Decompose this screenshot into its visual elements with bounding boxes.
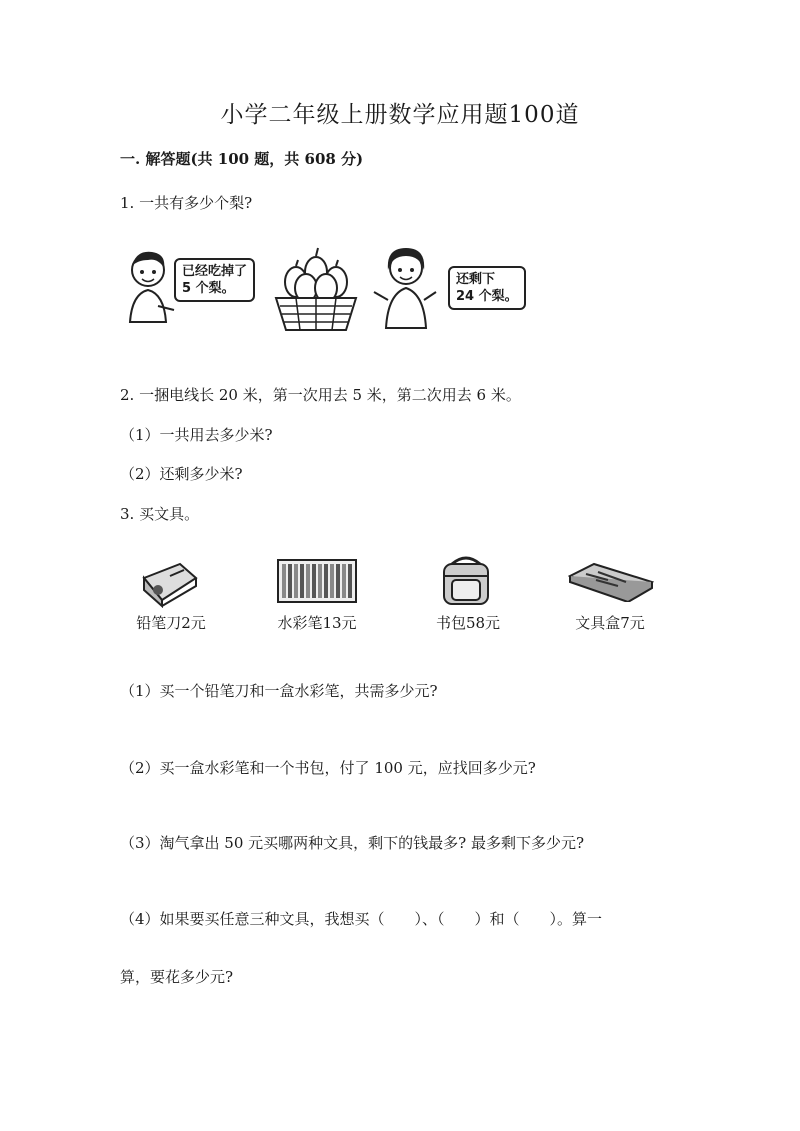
item-label-pencil-sharpener: 铅笔刀2元	[136, 614, 206, 632]
page-title: 小学二年级上册数学应用题100道	[220, 102, 580, 128]
speech-bubble-left	[174, 258, 255, 302]
bubble-left-line-2: 5 个梨。	[182, 281, 235, 296]
item-label-school-bag: 书包58元	[435, 614, 501, 632]
pen-mark	[312, 564, 316, 598]
watercolor-pens-icon	[276, 558, 358, 604]
bubble-left-line-1: 已经吃掉了	[182, 264, 248, 279]
pencil-case-icon	[568, 562, 654, 602]
bubble-right-line-2: 24 个梨。	[456, 289, 518, 304]
pen-mark	[294, 564, 298, 598]
pen-mark	[324, 564, 328, 598]
question-1-illustration	[118, 240, 538, 335]
girl-icon	[370, 244, 440, 330]
pen-mark	[336, 564, 340, 598]
pen-mark	[288, 564, 292, 598]
section-heading: 一. 解答题(共 100 题，共 608 分)	[120, 150, 364, 168]
question-3-sub-1: （1）买一个铅笔刀和一盒水彩笔，共需多少元?	[120, 682, 438, 700]
pen-mark	[306, 564, 310, 598]
pen-mark	[300, 564, 304, 598]
item-label-watercolor-pens: 水彩笔13元	[277, 614, 357, 632]
pen-mark	[282, 564, 286, 598]
pen-mark	[342, 564, 346, 598]
pear-basket-icon	[266, 242, 366, 334]
question-3: 3. 买文具。	[120, 505, 200, 523]
pen-mark	[330, 564, 334, 598]
question-2-sub-2: （2）还剩多少米?	[120, 465, 243, 483]
bubble-right-line-1: 还剩下	[456, 272, 496, 287]
item-label-pencil-case: 文具盒7元	[575, 614, 645, 632]
question-3-sub-2: （2）买一盒水彩笔和一个书包，付了 100 元，应找回多少元?	[120, 759, 536, 777]
question-3-sub-4: （4）如果要买任意三种文具，我想买（ ）、（ ）和（ ）。算一	[120, 910, 603, 928]
speech-bubble-right	[448, 266, 526, 310]
pencil-sharpener-icon	[140, 558, 200, 608]
boy-icon	[118, 248, 178, 328]
pen-mark	[318, 564, 322, 598]
question-3-sub-3: （3）淘气拿出 50 元买哪两种文具，剩下的钱最多? 最多剩下多少元?	[120, 834, 585, 852]
pen-mark	[348, 564, 352, 598]
question-1: 1. 一共有多少个梨?	[120, 194, 253, 212]
question-2-sub-1: （1）一共用去多少米?	[120, 426, 273, 444]
school-bag-icon	[436, 552, 496, 608]
question-2: 2. 一捆电线长 20 米，第一次用去 5 米，第二次用去 6 米。	[120, 386, 521, 404]
question-3-sub-4-continued: 算，要花多少元?	[120, 968, 234, 986]
